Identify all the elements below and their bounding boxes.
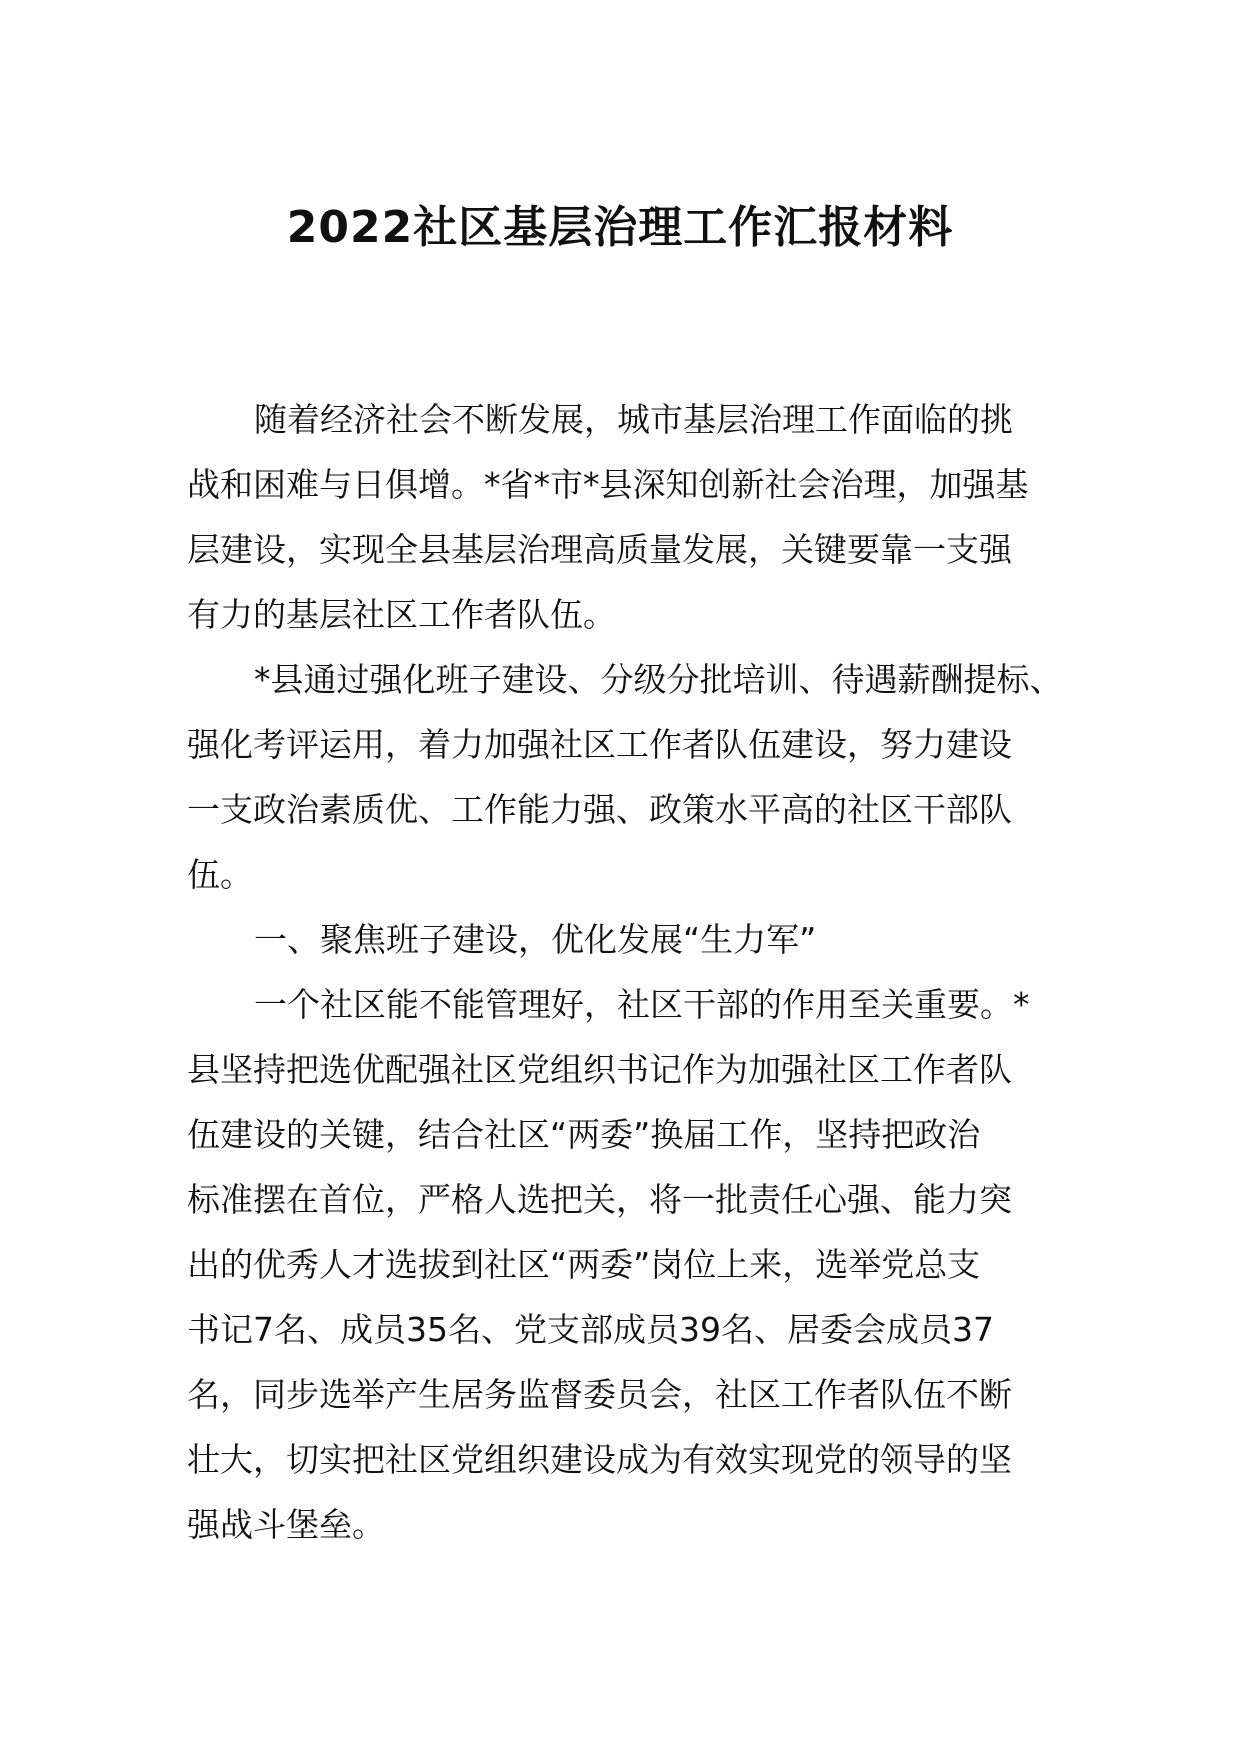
paragraph-1-line-1: 随着经济社会不断发展，城市基层治理工作面临的挑 xyxy=(254,400,1013,439)
paragraph-3-line-8: 壮大，切实把社区党组织建设成为有效实现党的领导的坚 xyxy=(187,1440,1012,1479)
paragraph-3-line-1: 一个社区能不能管理好，社区干部的作用至关重要。* xyxy=(254,985,1030,1024)
paragraph-3-line-4: 标准摆在首位，严格人选把关，将一批责任心强、能力突 xyxy=(187,1180,1012,1219)
paragraph-3-line-7: 名，同步选举产生居务监督委员会，社区工作者队伍不断 xyxy=(187,1375,1012,1414)
paragraph-1-line-4: 有力的基层社区工作者队伍。 xyxy=(187,595,616,634)
paragraph-2-line-1: *县通过强化班子建设、分级分批培训、待遇薪酬提标、 xyxy=(254,660,1063,699)
paragraph-2-line-3: 一支政治素质优、工作能力强、政策水平高的社区干部队 xyxy=(187,790,1012,829)
section-heading-1: 一、聚焦班子建设，优化发展“生力军” xyxy=(254,920,817,959)
paragraph-1-line-2: 战和困难与日俱增。*省*市*县深知创新社会治理，加强基 xyxy=(187,465,1029,504)
paragraph-3-line-9: 强战斗堡垒。 xyxy=(187,1505,385,1544)
paragraph-3-line-2: 县坚持把选优配强社区党组织书记作为加强社区工作者队 xyxy=(187,1050,1012,1089)
paragraph-3-line-5: 出的优秀人才选拔到社区“两委”岗位上来，选举党总支 xyxy=(187,1245,981,1284)
paragraph-2-line-4: 伍。 xyxy=(187,855,253,894)
paragraph-2-line-2: 强化考评运用，着力加强社区工作者队伍建设，努力建设 xyxy=(187,725,1012,764)
paragraph-3-line-3: 伍建设的关键，结合社区“两委”换届工作，坚持把政治 xyxy=(187,1115,981,1154)
paragraph-1-line-3: 层建设，实现全县基层治理高质量发展，关键要靠一支强 xyxy=(187,530,1012,569)
paragraph-3-line-6: 书记7名、成员35名、党支部成员39名、居委会成员37 xyxy=(187,1310,994,1349)
document-title: 2022社区基层治理工作汇报材料 xyxy=(286,202,954,253)
